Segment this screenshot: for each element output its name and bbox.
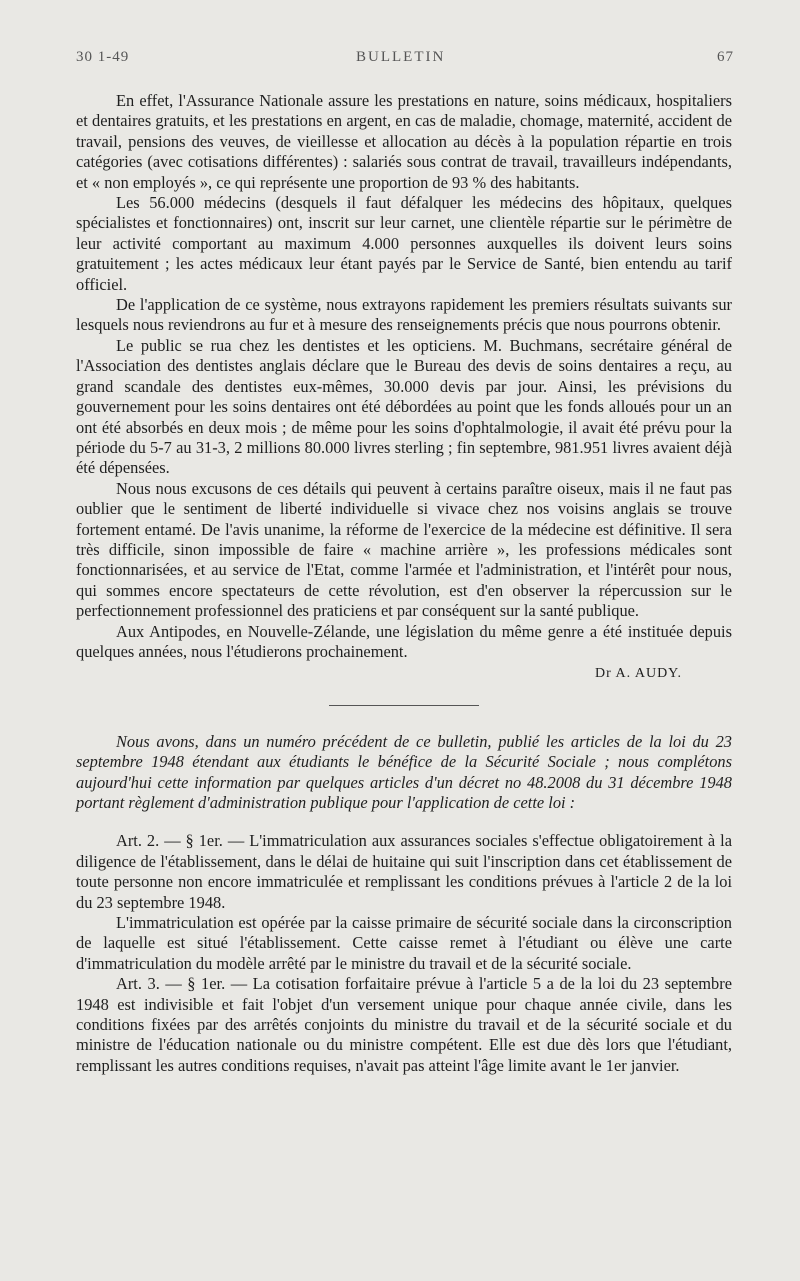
paragraph-reform: Nous nous excusons de ces détails qui peuvent à certains paraître oiseux, mais il ne faut pas oublier que le sentiment de liberté individuelle si vivace chez nos voisins anglais se trouve fortement entamé. De l'avis unanime, la réforme de l'exercice de la médecine est définitive. Il sera très difficile, sinon impossible de faire « machine arrière », les professions médicales sont fonctionnarisées, et au service de l'Etat, comme l'armée et l'administration, et l'intérêt pour nous, qui sommes encore spectateurs de cette révolution, est d'en observer la répercussion sur le perfectionnement professionnel des praticiens et par conséquent sur la santé publique. xyxy=(76,478,732,621)
author-signature: Dr A. AUDY. xyxy=(595,666,682,682)
paragraph-doctors: Les 56.000 médecins (desquels il faut défalquer les médecins des hôpitaux, quelques spécialistes et fonctionnaires) ont, inscrit sur leur carnet, une clientèle répartie sur le périmètre de leur activité comportant au maximum 4.000 personnes auxquelles ils doivent leurs soins gratuitement ; les actes médicaux leur étant payés par le Service de Santé, bien entendu au tarif officiel. xyxy=(76,193,732,294)
running-header xyxy=(76,49,734,71)
page-number: 67 xyxy=(717,49,734,65)
spacer xyxy=(76,813,732,831)
article-2-paragraph-1: Art. 2. — § 1er. — L'immatriculation aux assurances sociales s'effectue obligatoirement à la diligence de l'établissement, dans le délai de huitaine qui suit l'inscription dans cet établissement de toute personne non encore immatriculée et remplissant les conditions prévues à l'article 2 de la loi du 23 septembre 1948. xyxy=(76,831,732,912)
decree-introduction: Nous avons, dans un numéro précédent de ce bulletin, publié les articles de la loi du 23 septembre 1948 étendant aux étudiants le bénéfice de la Sécurité Sociale ; nous complétons aujourd'hui cette information par quelques articles d'un décret no 48.2008 du 31 décembre 1948 portant règlement d'administration publique pour l'application de cette loi : xyxy=(76,731,732,812)
paragraph-new-zealand: Aux Antipodes, en Nouvelle-Zélande, une législation du même genre a été instituée depuis quelques années, nous l'étudierons prochainement. xyxy=(76,621,732,661)
article-2-paragraph-2: L'immatriculation est opérée par la caisse primaire de sécurité sociale dans la circonscription de laquelle est situé l'établissement. Cette caisse remet à l'étudiant ou élève une carte d'immatriculation du modèle arrêté par le ministre du travail et de la sécurité sociale. xyxy=(76,913,732,973)
paragraph-results: De l'application de ce système, nous extrayons rapidement les premiers résultats suivants sur lesquels nous reviendrons au fur et à mesure des renseignements précis que nous pourrons obtenir. xyxy=(76,295,732,335)
paragraph-insurance: En effet, l'Assurance Nationale assure les prestations en nature, soins médicaux, hospitaliers et dentaires gratuits, et les prestations en argent, en cas de maladie, chomage, maternité, accident de travail, pensions des veuves, de vieillesse et allocation au décès à la population répartie en trois catégories (avec cotisations différentes) : salariés sous contrat de travail, travailleurs indépendants, et « non employés », ce qui représente une proportion de 93 % des habitants. xyxy=(76,91,732,192)
paragraph-dentists: Le public se rua chez les dentistes et les opticiens. M. Buchmans, secrétaire général de l'Association des dentistes anglais déclare que le Bureau des devis de soins dentaires a reçu, au grand scandale des dentistes eux-mêmes, 30.000 devis par jour. Ainsi, les prévisions du gouvernement pour les soins dentaires ont été débordées au point que les fonds alloués pour un an ont été absorbés en deux mois ; de même pour les soins d'ophtalmologie, il avait été prévu pour la période du 5-7 au 31-3, 2 millions 80.000 livres sterling ; fin septembre, 981.951 livres avaient déjà été dépensées. xyxy=(76,335,732,478)
article-3-paragraph-1: Art. 3. — § 1er. — La cotisation forfaitaire prévue à l'article 5 a de la loi du 23 septembre 1948 est indivisible et fait l'objet d'un versement unique pour chaque année civile, dans les conditions fixées par des arrêtés conjoints du ministre du travail et de la sécurité sociale et du ministre de l'éducation nationale ou du ministre compétent. Elle est due dès lors que l'étudiant, remplissant les autres conditions requises, n'avait pas atteint l'âge limite avant le 1er janvier. xyxy=(76,974,732,1075)
header-title: BULLETIN xyxy=(356,49,446,65)
header-left-date: 30 1-49 xyxy=(76,49,130,65)
section-divider xyxy=(329,705,479,706)
body-text xyxy=(76,91,732,1076)
